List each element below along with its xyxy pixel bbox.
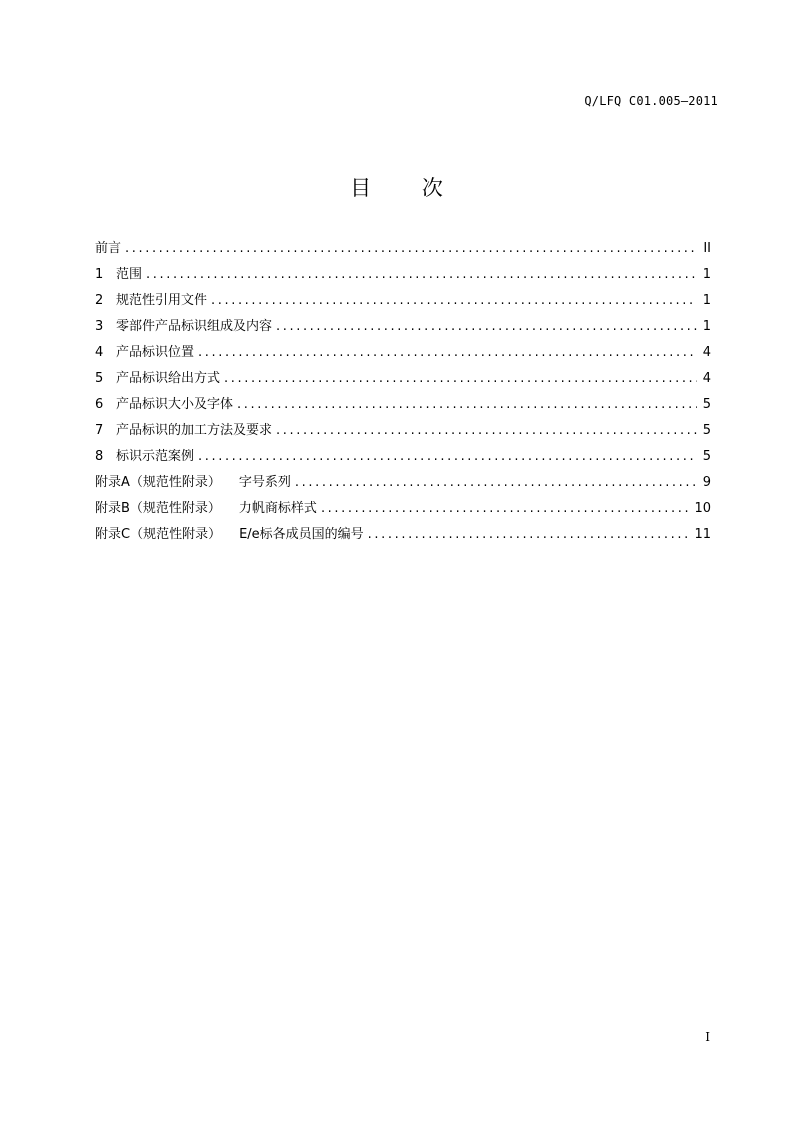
toc-entry-label: 前言: [95, 241, 122, 256]
toc-entry-page: 9: [702, 475, 711, 490]
toc-entry-number: 4: [95, 345, 104, 360]
toc-entry-5[interactable]: [95, 366, 711, 392]
toc-entry-label: 零部件产品标识组成及内容: [116, 319, 273, 334]
toc-entry-label: 规范性引用文件: [116, 293, 208, 308]
toc-leader-dots: [368, 522, 691, 548]
toc-entry-label: 标识示范案例: [116, 449, 195, 464]
toc-entry-number: 5: [95, 371, 104, 386]
toc-entry-label: 附录B（规范性附录）: [95, 501, 221, 516]
toc-entry-label: 附录C（规范性附录）: [95, 527, 222, 542]
toc-entry-number: 8: [95, 449, 104, 464]
toc-entry-page: 4: [702, 345, 711, 360]
page-title-text: 目 次: [350, 176, 465, 200]
toc-entry-page: 11: [694, 527, 711, 542]
toc-entry-number: 7: [95, 423, 104, 438]
page-title: [0, 172, 793, 202]
toc-entry-7[interactable]: [95, 418, 711, 444]
toc-entry-number: 1: [95, 267, 104, 282]
toc-leader-dots: [224, 366, 697, 392]
toc-entry-page: 5: [702, 423, 711, 438]
toc-entry-subtitle: E/e标各成员国的编号: [239, 527, 364, 542]
toc-entry-label: 产品标识给出方式: [116, 371, 221, 386]
toc-entry-subtitle: 力帆商标样式: [238, 501, 317, 516]
toc-entry-1[interactable]: [95, 262, 711, 288]
toc-entry-page: 1: [702, 319, 711, 334]
toc-entry-page: 10: [694, 501, 711, 516]
toc-leader-dots: [198, 444, 697, 470]
toc-entry-page: II: [703, 241, 711, 256]
toc-leader-dots: [125, 236, 697, 262]
toc-leader-dots: [321, 496, 691, 522]
toc-leader-dots: [146, 262, 697, 288]
toc-entry-page: 5: [702, 449, 711, 464]
toc-entry-2[interactable]: [95, 288, 711, 314]
toc-entry-preface[interactable]: [95, 236, 711, 262]
toc-entry-label: 产品标识大小及字体: [116, 397, 234, 412]
toc-entry-label: 范围: [116, 267, 143, 282]
toc-entry-label: 产品标识的加工方法及要求: [116, 423, 273, 438]
toc-entry-subtitle: 字号系列: [238, 475, 291, 490]
toc-entry-label: 附录A（规范性附录）: [95, 475, 221, 490]
toc-entry-3[interactable]: [95, 314, 711, 340]
toc-leader-dots: [211, 288, 697, 314]
toc-entry-page: 4: [702, 371, 711, 386]
toc-entry-8[interactable]: [95, 444, 711, 470]
toc-entry-4[interactable]: [95, 340, 711, 366]
toc-entry-6[interactable]: [95, 392, 711, 418]
toc-entry-appendix-c[interactable]: [95, 522, 711, 548]
toc-leader-dots: [295, 470, 697, 496]
document-code: Q/LFQ C01.005—2011: [584, 94, 718, 108]
toc-entry-appendix-a[interactable]: [95, 470, 711, 496]
toc-entry-page: 1: [702, 293, 711, 308]
toc-leader-dots: [276, 418, 697, 444]
toc-entry-number: 2: [95, 293, 104, 308]
toc-entry-number: 3: [95, 319, 104, 334]
toc-entry-label: 产品标识位置: [116, 345, 195, 360]
toc-entry-page: 1: [702, 267, 711, 282]
table-of-contents: [95, 236, 711, 548]
toc-leader-dots: [276, 314, 697, 340]
toc-entry-appendix-b[interactable]: [95, 496, 711, 522]
page-number: I: [705, 1030, 710, 1044]
toc-entry-page: 5: [702, 397, 711, 412]
toc-entry-number: 6: [95, 397, 104, 412]
toc-leader-dots: [237, 392, 697, 418]
toc-leader-dots: [198, 340, 697, 366]
